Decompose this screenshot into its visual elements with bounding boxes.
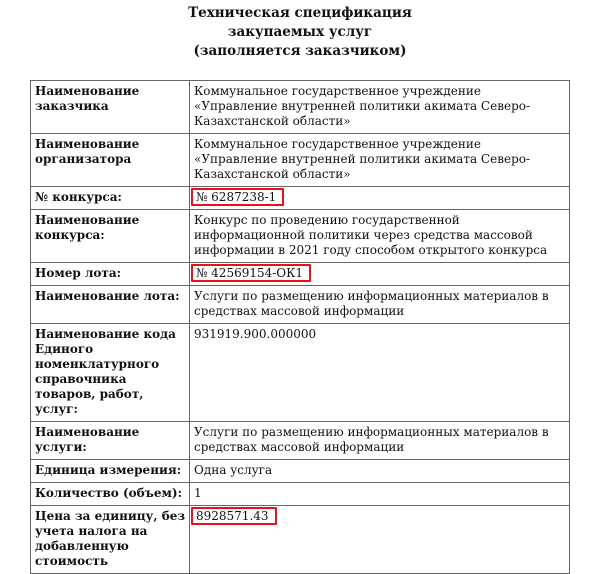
row-enstru-code <box>31 324 570 422</box>
row-value-cell <box>190 187 570 210</box>
row-lot-name <box>31 286 570 324</box>
row-label: № конкурса: <box>31 187 190 210</box>
row-service-name <box>31 422 570 460</box>
row-label: Наименование услуги: <box>31 422 190 460</box>
title-line-1: Техническая спецификация <box>188 5 412 21</box>
row-label: Наименование лота: <box>31 286 190 324</box>
row-label: Единица измерения: <box>31 460 190 483</box>
row-label: Наименование организатора <box>31 134 190 187</box>
row-label: Наименование заказчика <box>31 81 190 134</box>
row-value: Конкурс по проведению государственной информационной политики через средства массовой информации в 2021 году способом открытого конкурса <box>190 210 570 263</box>
row-value: 931919.900.000000 <box>190 324 570 422</box>
row-unit-price <box>31 506 570 574</box>
lot-number-highlight: № 42569154-ОК1 <box>191 264 311 282</box>
title-line-3: (заполняется заказчиком) <box>193 43 407 59</box>
row-value: Одна услуга <box>190 460 570 483</box>
row-tender-name <box>31 210 570 263</box>
row-quantity <box>31 483 570 506</box>
unit-price-highlight: 8928571.43 <box>191 507 277 525</box>
row-label: Цена за единицу, без учета налога на добавленную стоимость <box>31 506 190 574</box>
row-organizer <box>31 134 570 187</box>
row-label: Наименование конкурса: <box>31 210 190 263</box>
row-label: Номер лота: <box>31 263 190 286</box>
title-line-2: закупаемых услуг <box>227 24 373 40</box>
row-lot-number <box>31 263 570 286</box>
row-value-cell <box>190 506 570 574</box>
row-value: Услуги по размещению информационных материалов в средствах массовой информации <box>190 422 570 460</box>
document-title <box>0 4 600 61</box>
row-value: Коммунальное государственное учреждение «Управление внутренней политики акимата Северо-Казахстанской области» <box>190 134 570 187</box>
row-tender-number <box>31 187 570 210</box>
tender-number-highlight: № 6287238-1 <box>191 188 284 206</box>
row-value-cell <box>190 263 570 286</box>
row-value: Коммунальное государственное учреждение «Управление внутренней политики акимата Северо-Казахстанской области» <box>190 81 570 134</box>
specification-table <box>30 80 570 574</box>
row-value: Услуги по размещению информационных материалов в средствах массовой информации <box>190 286 570 324</box>
row-value: 1 <box>190 483 570 506</box>
row-unit <box>31 460 570 483</box>
row-label: Количество (объем): <box>31 483 190 506</box>
row-label: Наименование кода Единого номенклатурного справочника товаров, работ, услуг: <box>31 324 190 422</box>
row-customer <box>31 81 570 134</box>
